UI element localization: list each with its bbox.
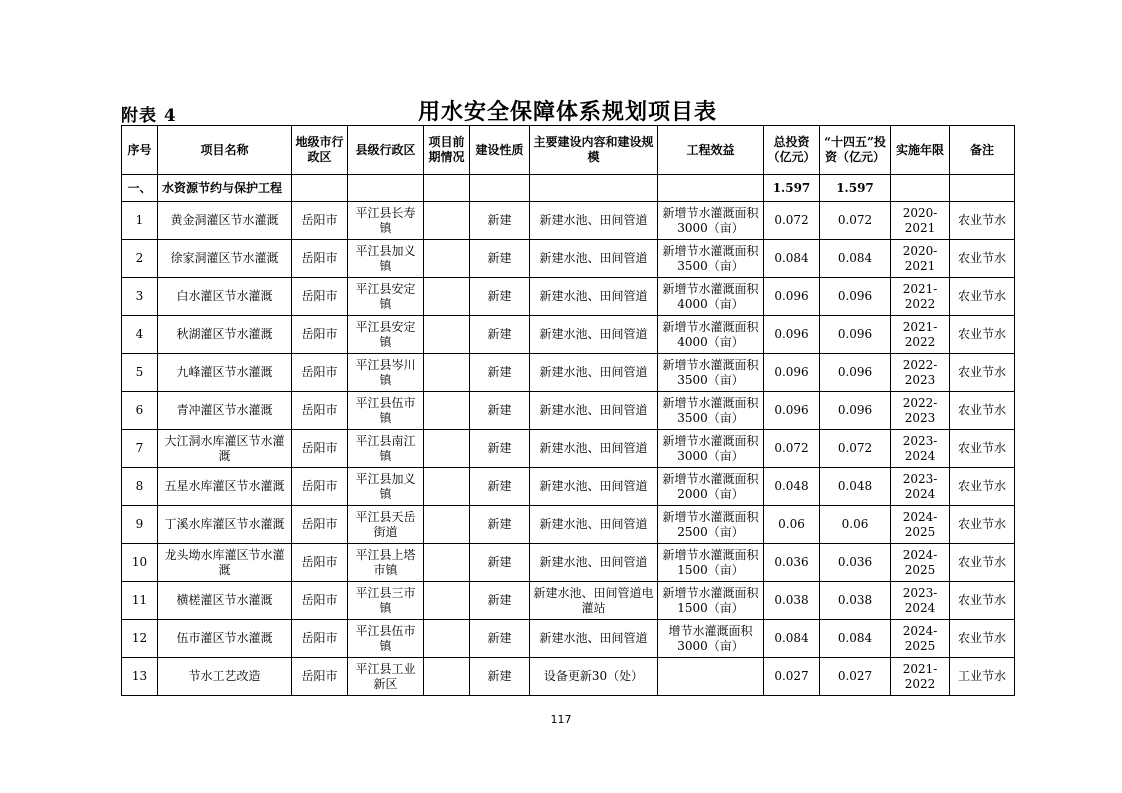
remark: 农业节水 — [950, 468, 1015, 506]
preparation-status — [424, 620, 470, 658]
project-name: 节水工艺改造 — [158, 658, 292, 696]
county-district: 平江县岑川镇 — [348, 354, 424, 392]
total-investment: 0.027 — [764, 658, 820, 696]
table-row — [122, 658, 1015, 696]
city-district: 岳阳市 — [292, 582, 348, 620]
page-title: 用水安全保障体系规划项目表 — [417, 99, 717, 125]
county-district: 平江县上塔市镇 — [348, 544, 424, 582]
project-name: 白水灌区节水灌溉 — [158, 278, 292, 316]
column-header: 总投资（亿元） — [764, 126, 820, 175]
section-plan14-investment: 1.597 — [820, 175, 891, 202]
column-header: 备注 — [950, 126, 1015, 175]
construction-nature: 新建 — [470, 582, 530, 620]
county-district: 平江县工业新区 — [348, 658, 424, 696]
table-cell — [530, 175, 658, 202]
row-number: 13 — [122, 658, 158, 696]
table-cell — [950, 175, 1015, 202]
project-name: 丁溪水库灌区节水灌溉 — [158, 506, 292, 544]
table-row — [122, 620, 1015, 658]
column-header: 县级行政区 — [348, 126, 424, 175]
plan14-investment: 0.072 — [820, 430, 891, 468]
table-row — [122, 316, 1015, 354]
implementation-years: 2021-2022 — [891, 278, 950, 316]
preparation-status — [424, 658, 470, 696]
city-district: 岳阳市 — [292, 430, 348, 468]
implementation-years: 2022-2023 — [891, 392, 950, 430]
preparation-status — [424, 392, 470, 430]
project-name: 青冲灌区节水灌溉 — [158, 392, 292, 430]
construction-nature: 新建 — [470, 430, 530, 468]
city-district: 岳阳市 — [292, 658, 348, 696]
column-header: 实施年限 — [891, 126, 950, 175]
implementation-years: 2023-2024 — [891, 430, 950, 468]
project-benefit: 新增节水灌溉面积3000（亩） — [658, 430, 764, 468]
county-district: 平江县天岳街道 — [348, 506, 424, 544]
preparation-status — [424, 506, 470, 544]
implementation-years: 2023-2024 — [891, 468, 950, 506]
appendix-label: 附表 4 — [121, 106, 177, 126]
construction-content: 新建水池、田间管道 — [530, 354, 658, 392]
table-header-row — [122, 126, 1015, 175]
implementation-years: 2024-2025 — [891, 506, 950, 544]
city-district: 岳阳市 — [292, 316, 348, 354]
page-header — [121, 95, 1014, 125]
table-cell — [470, 175, 530, 202]
project-benefit: 新增节水灌溉面积3000（亩） — [658, 202, 764, 240]
project-benefit: 新增节水灌溉面积2000（亩） — [658, 468, 764, 506]
row-number: 8 — [122, 468, 158, 506]
city-district: 岳阳市 — [292, 278, 348, 316]
remark: 农业节水 — [950, 316, 1015, 354]
project-benefit — [658, 658, 764, 696]
implementation-years: 2020-2021 — [891, 240, 950, 278]
table-row — [122, 240, 1015, 278]
construction-nature: 新建 — [470, 392, 530, 430]
project-name: 九峰灌区节水灌溉 — [158, 354, 292, 392]
row-number: 11 — [122, 582, 158, 620]
table-row — [122, 392, 1015, 430]
city-district: 岳阳市 — [292, 202, 348, 240]
section-name: 水资源节约与保护工程 — [158, 175, 292, 202]
preparation-status — [424, 544, 470, 582]
remark: 农业节水 — [950, 240, 1015, 278]
project-benefit: 新增节水灌溉面积2500（亩） — [658, 506, 764, 544]
project-benefit: 新增节水灌溉面积3500（亩） — [658, 354, 764, 392]
table-cell — [658, 175, 764, 202]
city-district: 岳阳市 — [292, 354, 348, 392]
plan14-investment: 0.096 — [820, 392, 891, 430]
row-number: 2 — [122, 240, 158, 278]
county-district: 平江县安定镇 — [348, 316, 424, 354]
implementation-years: 2024-2025 — [891, 544, 950, 582]
column-header: 序号 — [122, 126, 158, 175]
total-investment: 0.038 — [764, 582, 820, 620]
county-district: 平江县加义镇 — [348, 468, 424, 506]
construction-nature: 新建 — [470, 506, 530, 544]
plan14-investment: 0.038 — [820, 582, 891, 620]
project-benefit: 新增节水灌溉面积4000（亩） — [658, 278, 764, 316]
implementation-years: 2024-2025 — [891, 620, 950, 658]
row-number: 4 — [122, 316, 158, 354]
county-district: 平江县南江镇 — [348, 430, 424, 468]
construction-nature: 新建 — [470, 354, 530, 392]
construction-nature: 新建 — [470, 658, 530, 696]
column-header: 建设性质 — [470, 126, 530, 175]
plan14-investment: 0.072 — [820, 202, 891, 240]
row-number: 7 — [122, 430, 158, 468]
construction-nature: 新建 — [470, 240, 530, 278]
column-header: 项目前期情况 — [424, 126, 470, 175]
remark: 农业节水 — [950, 202, 1015, 240]
table-cell — [424, 175, 470, 202]
plan14-investment: 0.048 — [820, 468, 891, 506]
implementation-years: 2020-2021 — [891, 202, 950, 240]
implementation-years: 2023-2024 — [891, 582, 950, 620]
remark: 农业节水 — [950, 620, 1015, 658]
total-investment: 0.06 — [764, 506, 820, 544]
city-district: 岳阳市 — [292, 620, 348, 658]
row-number: 3 — [122, 278, 158, 316]
county-district: 平江县三市镇 — [348, 582, 424, 620]
project-benefit: 新增节水灌溉面积1500（亩） — [658, 582, 764, 620]
row-number: 9 — [122, 506, 158, 544]
project-benefit: 新增节水灌溉面积3500（亩） — [658, 392, 764, 430]
table-row — [122, 354, 1015, 392]
table-cell — [891, 175, 950, 202]
preparation-status — [424, 430, 470, 468]
project-name: 伍市灌区节水灌溉 — [158, 620, 292, 658]
column-header: 项目名称 — [158, 126, 292, 175]
remark: 工业节水 — [950, 658, 1015, 696]
preparation-status — [424, 240, 470, 278]
remark: 农业节水 — [950, 506, 1015, 544]
project-table — [121, 125, 1015, 696]
page-number: 117 — [550, 713, 572, 726]
preparation-status — [424, 202, 470, 240]
project-benefit: 新增节水灌溉面积3500（亩） — [658, 240, 764, 278]
total-investment: 0.072 — [764, 430, 820, 468]
city-district: 岳阳市 — [292, 240, 348, 278]
plan14-investment: 0.084 — [820, 240, 891, 278]
remark: 农业节水 — [950, 430, 1015, 468]
table-cell — [292, 175, 348, 202]
preparation-status — [424, 468, 470, 506]
project-benefit: 新增节水灌溉面积1500（亩） — [658, 544, 764, 582]
row-number: 6 — [122, 392, 158, 430]
city-district: 岳阳市 — [292, 468, 348, 506]
implementation-years: 2022-2023 — [891, 354, 950, 392]
implementation-years: 2021-2022 — [891, 316, 950, 354]
project-name: 龙头坳水库灌区节水灌溉 — [158, 544, 292, 582]
city-district: 岳阳市 — [292, 392, 348, 430]
county-district: 平江县伍市镇 — [348, 392, 424, 430]
row-number: 5 — [122, 354, 158, 392]
total-investment: 0.096 — [764, 392, 820, 430]
table-cell — [348, 175, 424, 202]
column-header: “十四五”投资（亿元） — [820, 126, 891, 175]
total-investment: 0.048 — [764, 468, 820, 506]
total-investment: 0.084 — [764, 620, 820, 658]
remark: 农业节水 — [950, 582, 1015, 620]
remark: 农业节水 — [950, 354, 1015, 392]
county-district: 平江县加义镇 — [348, 240, 424, 278]
county-district: 平江县伍市镇 — [348, 620, 424, 658]
construction-content: 新建水池、田间管道 — [530, 506, 658, 544]
total-investment: 0.096 — [764, 278, 820, 316]
implementation-years: 2021-2022 — [891, 658, 950, 696]
table-row — [122, 544, 1015, 582]
project-name: 横槎灌区节水灌溉 — [158, 582, 292, 620]
construction-nature: 新建 — [470, 202, 530, 240]
county-district: 平江县长寿镇 — [348, 202, 424, 240]
total-investment: 0.072 — [764, 202, 820, 240]
remark: 农业节水 — [950, 278, 1015, 316]
plan14-investment: 0.06 — [820, 506, 891, 544]
row-number: 12 — [122, 620, 158, 658]
city-district: 岳阳市 — [292, 544, 348, 582]
column-header: 地级市行政区 — [292, 126, 348, 175]
remark: 农业节水 — [950, 544, 1015, 582]
preparation-status — [424, 316, 470, 354]
section-number: 一、 — [122, 175, 158, 202]
plan14-investment: 0.096 — [820, 354, 891, 392]
construction-content: 新建水池、田间管道 — [530, 316, 658, 354]
total-investment: 0.036 — [764, 544, 820, 582]
plan14-investment: 0.036 — [820, 544, 891, 582]
total-investment: 0.084 — [764, 240, 820, 278]
preparation-status — [424, 354, 470, 392]
construction-content: 设备更新30（处） — [530, 658, 658, 696]
construction-content: 新建水池、田间管道 — [530, 468, 658, 506]
table-row — [122, 582, 1015, 620]
construction-nature: 新建 — [470, 316, 530, 354]
plan14-investment: 0.027 — [820, 658, 891, 696]
construction-nature: 新建 — [470, 544, 530, 582]
preparation-status — [424, 278, 470, 316]
project-name: 大江洞水库灌区节水灌溉 — [158, 430, 292, 468]
row-number: 1 — [122, 202, 158, 240]
section-row — [122, 175, 1015, 202]
plan14-investment: 0.084 — [820, 620, 891, 658]
column-header: 主要建设内容和建设规模 — [530, 126, 658, 175]
row-number: 10 — [122, 544, 158, 582]
project-name: 秋湖灌区节水灌溉 — [158, 316, 292, 354]
construction-content: 新建水池、田间管道 — [530, 430, 658, 468]
table-row — [122, 430, 1015, 468]
preparation-status — [424, 582, 470, 620]
construction-content: 新建水池、田间管道 — [530, 620, 658, 658]
project-benefit: 新增节水灌溉面积4000（亩） — [658, 316, 764, 354]
table-row — [122, 506, 1015, 544]
construction-content: 新建水池、田间管道 — [530, 392, 658, 430]
project-name: 黄金洞灌区节水灌溉 — [158, 202, 292, 240]
table-row — [122, 278, 1015, 316]
table-row — [122, 202, 1015, 240]
city-district: 岳阳市 — [292, 506, 348, 544]
project-benefit: 增节水灌溉面积3000（亩） — [658, 620, 764, 658]
project-name: 五星水库灌区节水灌溉 — [158, 468, 292, 506]
plan14-investment: 0.096 — [820, 316, 891, 354]
table-row — [122, 468, 1015, 506]
project-name: 徐家洞灌区节水灌溉 — [158, 240, 292, 278]
column-header: 工程效益 — [658, 126, 764, 175]
county-district: 平江县安定镇 — [348, 278, 424, 316]
construction-content: 新建水池、田间管道 — [530, 278, 658, 316]
construction-content: 新建水池、田间管道电灌站 — [530, 582, 658, 620]
total-investment: 0.096 — [764, 316, 820, 354]
section-total-investment: 1.597 — [764, 175, 820, 202]
plan14-investment: 0.096 — [820, 278, 891, 316]
remark: 农业节水 — [950, 392, 1015, 430]
construction-nature: 新建 — [470, 620, 530, 658]
construction-nature: 新建 — [470, 278, 530, 316]
total-investment: 0.096 — [764, 354, 820, 392]
construction-content: 新建水池、田间管道 — [530, 240, 658, 278]
construction-nature: 新建 — [470, 468, 530, 506]
construction-content: 新建水池、田间管道 — [530, 202, 658, 240]
construction-content: 新建水池、田间管道 — [530, 544, 658, 582]
